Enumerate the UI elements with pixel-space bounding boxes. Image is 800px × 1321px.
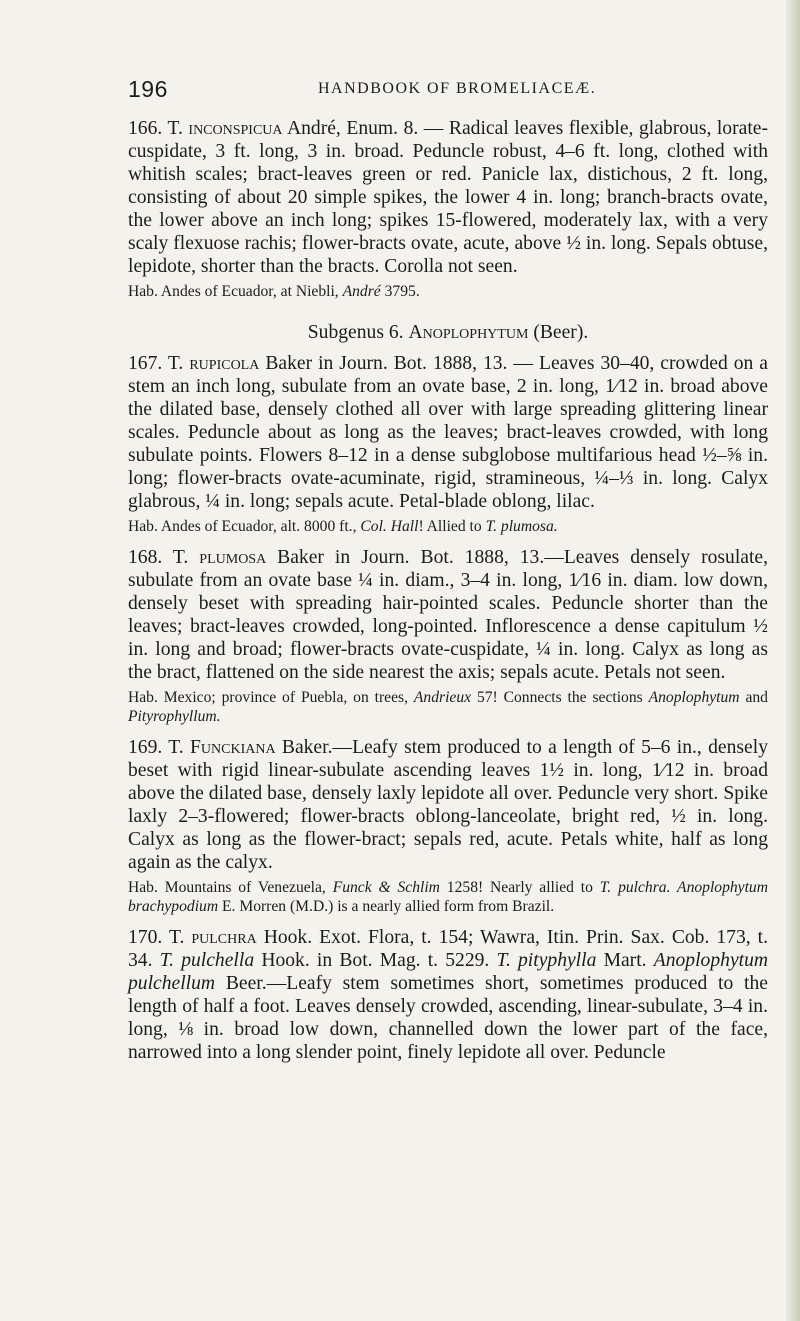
species-epithet: plumosa bbox=[199, 547, 267, 568]
species-epithet: pulchra bbox=[191, 927, 257, 948]
habitat-note: Hab. Andes of Ecuador, alt. 8000 ft., Col. Hall! Allied to T. plumosa. bbox=[128, 517, 558, 535]
species-entry-170 bbox=[128, 926, 768, 1064]
running-head: HANDBOOK OF BROMELIACEÆ. bbox=[318, 80, 597, 97]
species-epithet: Funckiana bbox=[190, 737, 276, 758]
species-description: 168. T. plumosa Baker in Journ. Bot. 1888, 13.—Leaves densely rosulate, subulate from an ovate base ¼ in. diam., 3–4 in. long, 1⁄16 in. diam. low down, densely beset with spreading hair-pointed scales. Peduncle shorter than the leaves; bract-leaves crowded, long-pointed. Inflorescence a dense capitulum ½ in. long and broad; flower-bracts ovate-cuspidate, ¼ in. long. Calyx as long as the bract, flattened on the side nearest the axis; sepals acute. Petals not seen. bbox=[128, 547, 768, 683]
species-entry-167 bbox=[128, 352, 768, 537]
species-entry-169 bbox=[128, 736, 768, 916]
species-description: 167. T. rupicola Baker in Journ. Bot. 1888, 13. — Leaves 30–40, crowded on a stem an inch long, subulate from an ovate base, 2 in. long, 1⁄12 in. broad above the dilated base, densely clothed all over with large spreading glittering linear scales. Peduncle about as long as the leaves; bract-leaves crowded, with long subulate points. Flowers 8–12 in a dense subglobose multifarious head ½–⅝ in. long; flower-bracts ovate-acuminate, rigid, stramineous, ¼–⅓ in. long. Calyx glabrous, ¼ in. long; sepals acute. Petal-blade oblong, lilac. bbox=[128, 352, 769, 512]
habitat-note: Hab. Andes of Ecuador, at Niebli, André 3795. bbox=[128, 283, 420, 300]
subgenus-heading: Subgenus 6. Anoplophytum (Beer). bbox=[307, 321, 589, 343]
species-entry-168 bbox=[128, 546, 768, 726]
species-description: 166. T. inconspicua André, Enum. 8. — Radical leaves flexible, glabrous, lorate-cuspidate, 3 ft. long, 3 in. broad. Peduncle robust, 4–6 ft. long, clothed with whitish scales; bract-leaves green or red. Panicle lax, distichous, 2 ft. long, consisting of about 20 simple spikes, the lower 4 in. long; branch-bracts ovate, the lower above an inch long; spikes 15-flowered, moderately lax, with a very scaly flexuose rachis; flower-bracts ovate, acute, above ½ in. long. Sepals obtuse, lepidote, shorter than the bracts. Corolla not seen. bbox=[128, 118, 768, 277]
habitat-note: Hab. Mexico; province of Puebla, on trees, Andrieux 57! Connects the sections Anoplophytum and Pityrophyllum. bbox=[128, 689, 768, 725]
page-content bbox=[128, 117, 768, 1064]
page-header bbox=[128, 76, 768, 106]
species-entry-166 bbox=[128, 117, 768, 302]
page-number: 196 bbox=[128, 76, 168, 102]
species-epithet: inconspicua bbox=[188, 118, 283, 139]
habitat-note: Hab. Mountains of Venezuela, Funck & Schlim 1258! Nearly allied to T. pulchra. Anoplophytum brachypodium E. Morren (M.D.) is a nearly allied form from Brazil. bbox=[128, 879, 768, 915]
species-epithet: rupicola bbox=[189, 352, 260, 374]
species-description: 169. T. Funckiana Baker.—Leafy stem produced to a length of 5–6 in., densely beset with rigid linear-subulate ascending leaves 1½ in. long, 1⁄12 in. broad above the dilated base, densely laxly lepidote all over. Peduncle very short. Spike laxly 2–3-flowered; flower-bracts oblong-lanceolate, bright red, ½ in. long. Calyx as long as the flower-bract; sepals red, acute. Petals white, half as long again as the calyx. bbox=[128, 737, 768, 873]
page-edge bbox=[786, 0, 800, 1321]
species-description: 170. T. pulchra Hook. Exot. Flora, t. 154; Wawra, Itin. Prin. Sax. Cob. 173, t. 34. T. pulchella Hook. in Bot. Mag. t. 5229. T. pityphylla Mart. Anoplophytum pulchellum Beer.—Leafy stem sometimes short, sometimes produced to the length of half a foot. Leaves densely crowded, ascending, linear-subulate, 3–4 in. long, ⅛ in. broad low down, channelled down the lower part of the face, narrowed into a long slender point, finely lepidote all over. Peduncle bbox=[128, 927, 769, 1063]
